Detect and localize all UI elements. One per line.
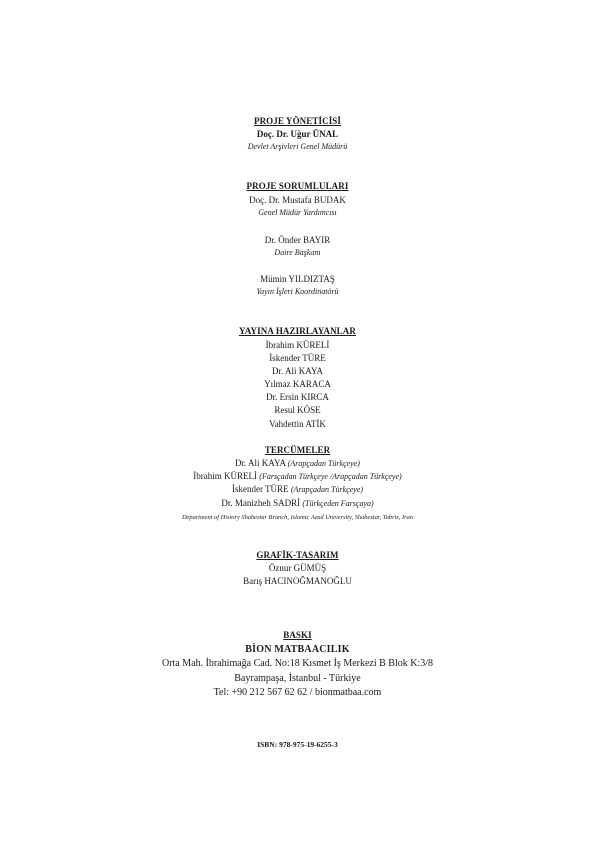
project-manager-title: Genel Müdür Yardımcısı (258, 208, 337, 217)
project-director-heading: PROJE YÖNETİCİSİ (253, 116, 342, 126)
translator-line (0, 472, 595, 481)
printing-heading: BASKI (283, 630, 312, 640)
editor-name: Dr. Ali KAYA (272, 366, 323, 376)
project-manager-name: Doç. Dr. Mustafa BUDAK (249, 195, 346, 205)
project-director-name: Doç. Dr. Uğur ÜNAL (256, 129, 339, 139)
editor-name: Yılmaz KARACA (264, 379, 331, 389)
printer-address-line1: Orta Mah. İbrahimağa Cad. No:18 Kısmet İş Merkezi B Blok K:3/8 (161, 658, 434, 669)
printer-address-line2: Bayrampaşa, İstanbul - Türkiye (234, 673, 361, 684)
translator-name: Dr. Manizheh SADRİ (221, 498, 301, 508)
translations-heading: TERCÜMELER (264, 445, 331, 455)
editors-heading: YAYINA HAZIRLAYANLAR (239, 326, 356, 336)
project-manager-name: Mümin YILDIZTAŞ (260, 274, 335, 284)
translation-direction: (Türkçeden Farsçaya) (302, 499, 374, 508)
translation-direction: (Arapçadan Türkçeye) (287, 459, 360, 468)
graphic-design-heading: GRAFİK-TASARIM (256, 550, 339, 560)
translator-line (0, 459, 595, 468)
translation-direction: (Arapçadan Türkçeye) (290, 485, 364, 494)
project-managers-heading: PROJE SORUMLULARI (246, 181, 349, 191)
translator-name: İbrahim KÜRELİ (193, 471, 258, 481)
editor-name: İskender TÜRE (269, 353, 326, 363)
project-manager-title: Yayın İşleri Koordinatörü (256, 287, 339, 296)
editor-name: Resul KÖSE (274, 405, 321, 415)
editor-name: Dr. Ersin KIRCA (266, 392, 329, 402)
printer-company: BİON MATBAACILIK (245, 644, 350, 655)
translator-line (0, 499, 595, 508)
editor-name: İbrahim KÜRELİ (265, 340, 330, 350)
translator-name: Dr. Ali KAYA (235, 458, 286, 468)
designer-name: Öznur GÜMÜŞ (268, 563, 327, 573)
project-manager-title: Daire Başkanı (274, 248, 321, 257)
translation-direction: (Farsçadan Türkçeye /Arapçadan Türkçeye) (259, 472, 402, 481)
translator-affiliation: Department of History Shabestar Branch, Islamic Azad University, Shabestar, Tabriz, Iran (181, 514, 414, 521)
isbn: ISBN: 978-975-19-6255-3 (257, 740, 338, 749)
editor-name: Vahdettin ATİK (269, 419, 326, 429)
translator-line (0, 485, 595, 494)
project-manager-name: Dr. Önder BAYIR (264, 235, 331, 245)
printer-contact: Tel: +90 212 567 62 62 / bionmatbaa.com (213, 687, 382, 698)
project-director-title: Devlet Arşivleri Genel Müdürü (247, 142, 348, 151)
designer-name: Barış HACINOĞMANOĞLU (243, 576, 352, 586)
translator-name: İskender TÜRE (231, 484, 289, 494)
